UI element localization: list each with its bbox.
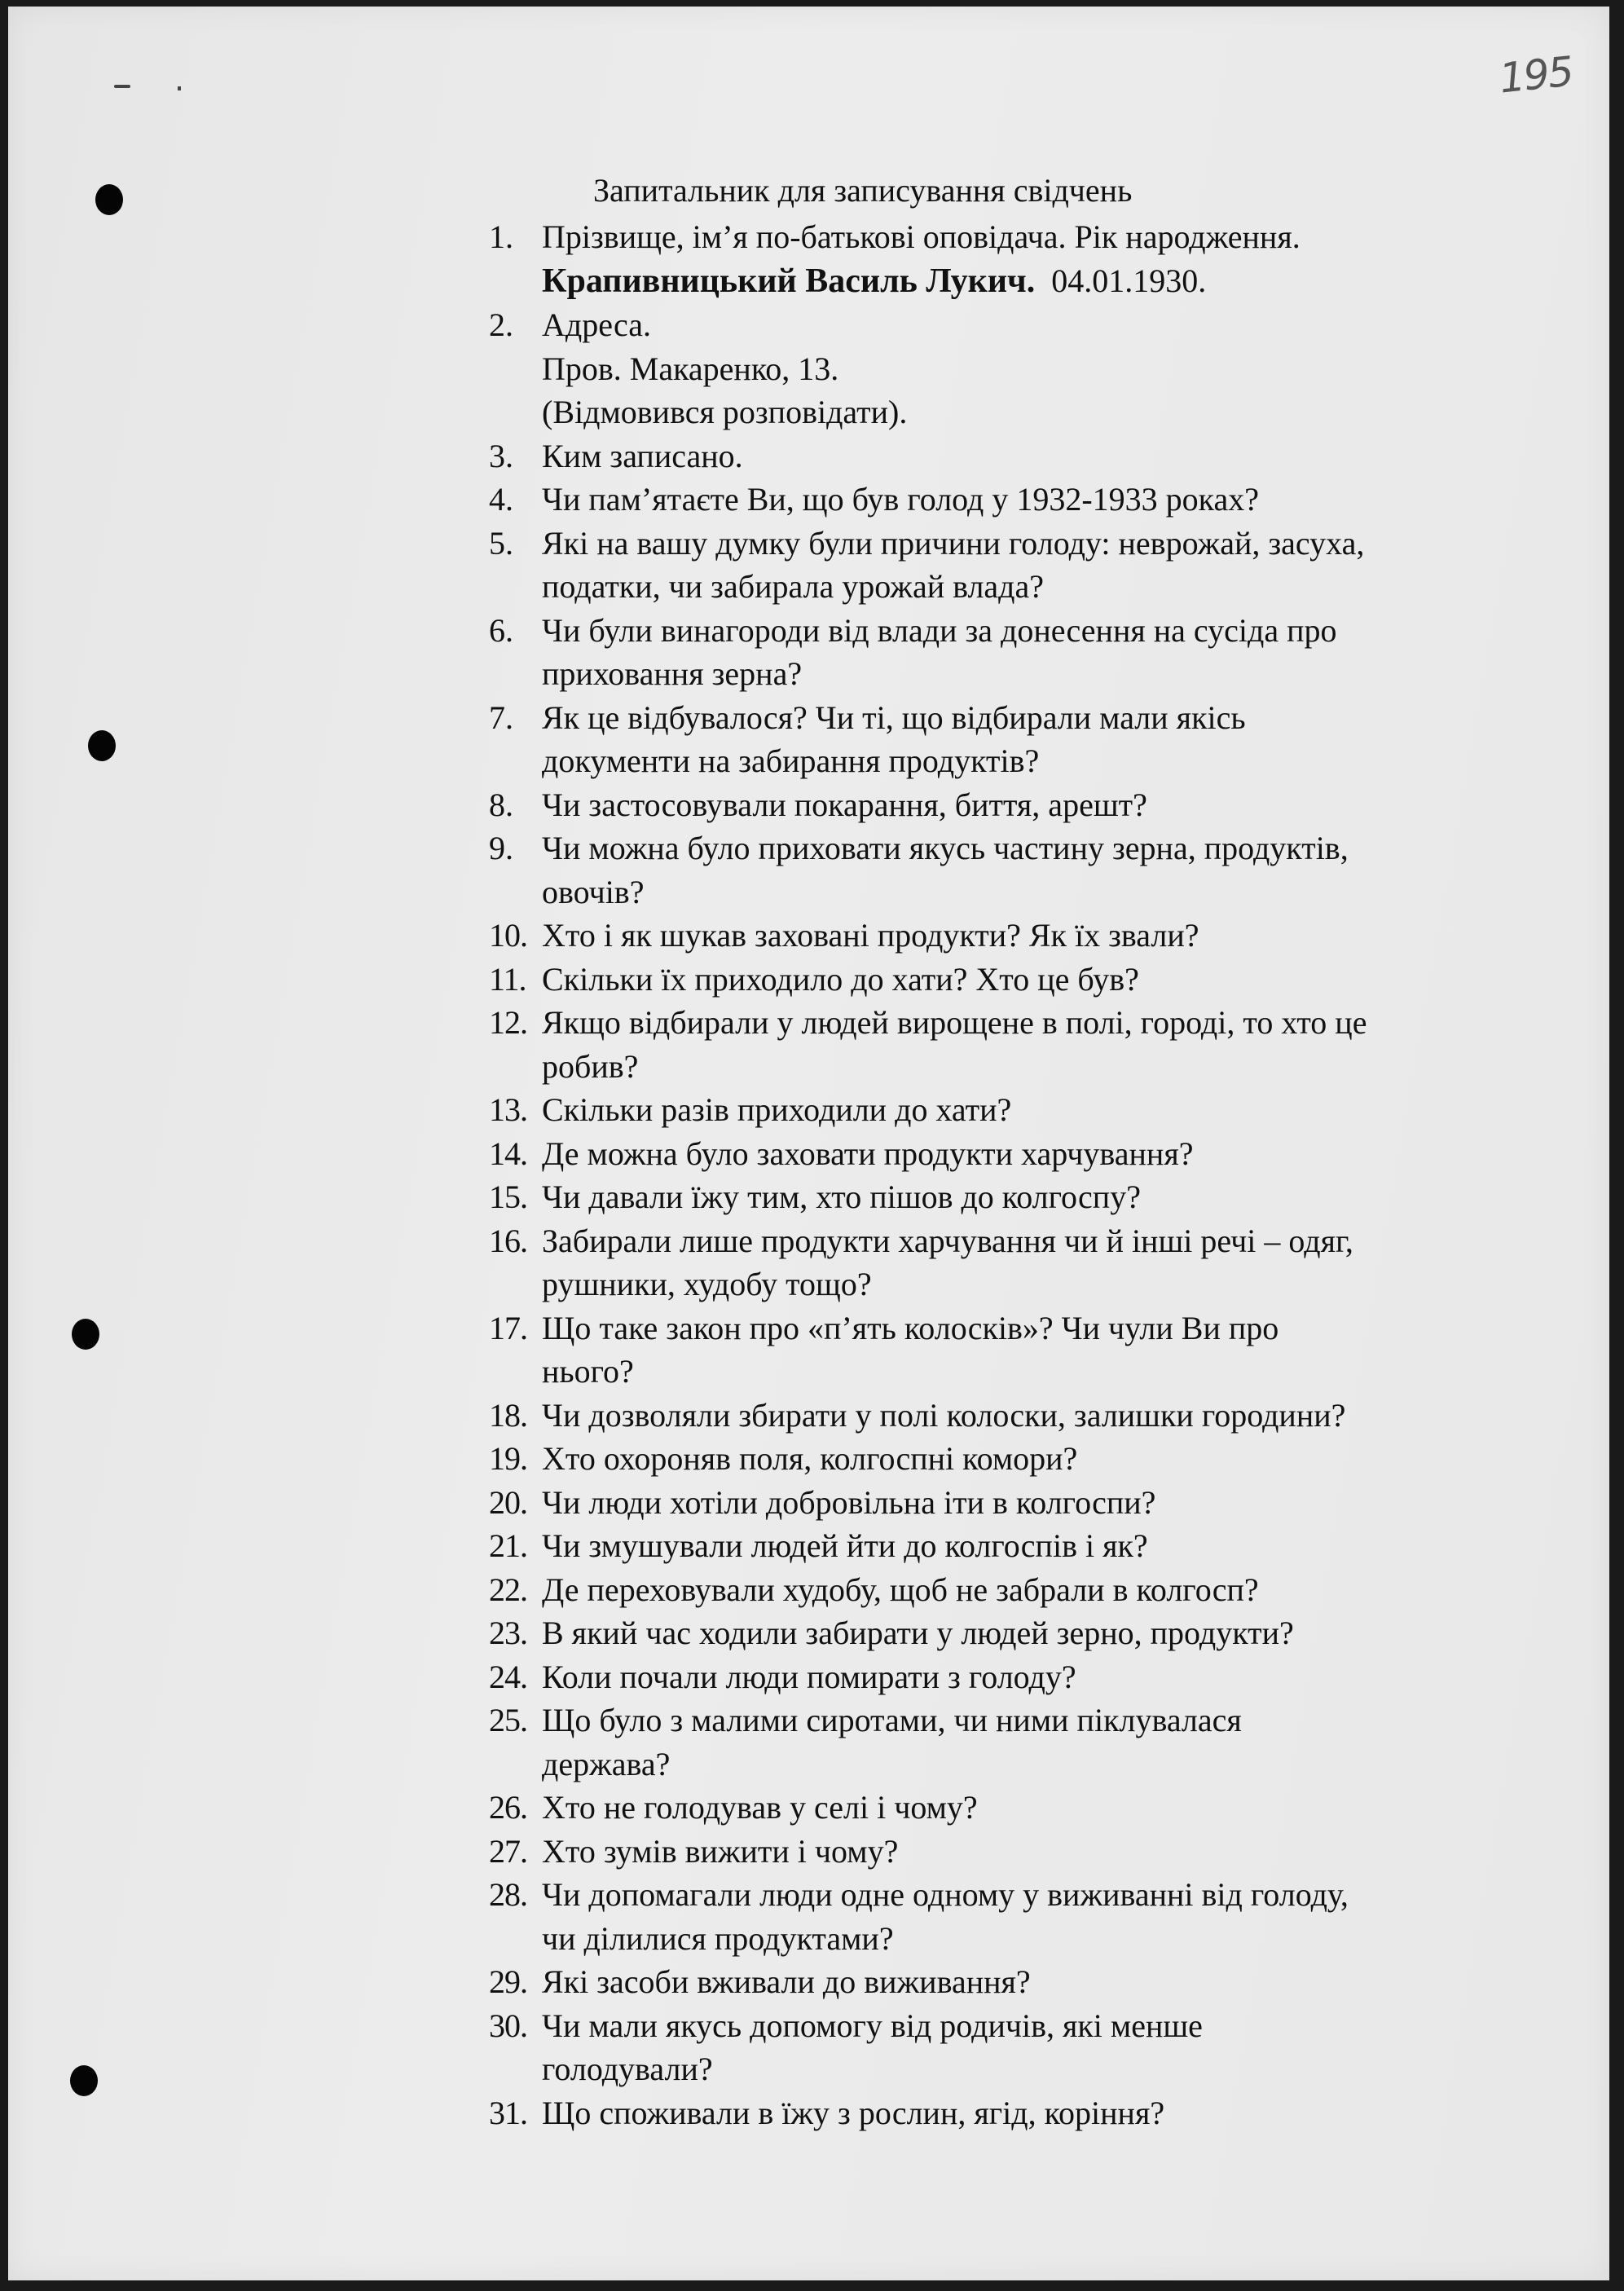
item-number: 17. (489, 1309, 527, 1346)
item-text: Чи застосовували покарання, биття, арешт? (542, 786, 1147, 823)
item-number: 25. (489, 1702, 527, 1738)
item-text: овочів? (542, 873, 645, 910)
item-text: Що таке закон про «п’ять колосків»? Чи чули Ви про (542, 1309, 1279, 1346)
item-text: Що споживали в їжу з рослин, ягід, коріння? (542, 2094, 1165, 2131)
list-item (489, 1830, 1548, 1874)
list-item (489, 478, 1548, 522)
item-text: Ким записано. (542, 437, 743, 474)
punch-hole (72, 1319, 99, 1350)
item-text: Які засоби вживали до виживання? (542, 1963, 1031, 2000)
item-text: податки, чи забирала урожай влада? (542, 568, 1045, 605)
list-item (489, 1088, 1548, 1132)
item-number: 8. (489, 786, 513, 823)
item-text: Чи давали їжу тим, хто пішов до колгоспу? (542, 1179, 1141, 1215)
address-value: Пров. Макаренко, 13. (542, 350, 839, 387)
item-text: Які на вашу думку були причини голоду: неврожай, засуха, (542, 524, 1365, 562)
item-text: робив? (542, 1047, 639, 1085)
list-item (489, 1786, 1548, 1830)
item-number: 29. (489, 1963, 527, 2000)
item-text: Якщо відбирали у людей вирощене в полі, городі, то хто це (542, 1004, 1367, 1041)
item-text: Чи змушували людей йти до колгоспів і як? (542, 1527, 1148, 1564)
item-number: 21. (489, 1527, 527, 1564)
item-text: Чи пам’ятаєте Ви, що був голод у 1932-1933 роках? (542, 481, 1260, 518)
list-item (489, 958, 1548, 1002)
item-text: Прізвище, ім’я по-батькові оповідача. Рік народження. (542, 218, 1301, 255)
list-item (489, 1655, 1548, 1699)
list-item (489, 1306, 1548, 1394)
item-number: 11. (489, 960, 526, 998)
item-text: Чи можна було приховати якусь частину зерна, продуктів, (542, 830, 1349, 866)
punch-hole (95, 184, 123, 215)
item-number: 16. (489, 1222, 527, 1259)
page-number: 195 (1497, 47, 1575, 103)
item-number: 1. (489, 218, 513, 255)
pen-mark (178, 86, 181, 90)
list-item (489, 1219, 1548, 1306)
document-page (8, 7, 1609, 2280)
item-text: Хто охороняв поля, колгоспні комори? (542, 1440, 1078, 1477)
question-list (489, 215, 1548, 2135)
item-number: 30. (489, 2007, 527, 2044)
list-item (489, 609, 1548, 696)
item-text: Як це відбувалося? Чи ті, що відбирали мали якісь (542, 698, 1246, 736)
item-text: чи ділилися продуктами? (542, 1919, 894, 1957)
item-text: Що було з малими сиротами, чи ними піклувалася (542, 1702, 1242, 1738)
item-number: 6. (489, 611, 513, 649)
list-item (489, 1481, 1548, 1525)
item-text: нього? (542, 1353, 634, 1390)
item-text: держава? (542, 1745, 671, 1782)
list-item (489, 1524, 1548, 1568)
list-item (489, 1175, 1548, 1219)
item-number: 3. (489, 437, 513, 474)
item-text: Де можна було заховати продукти харчування? (542, 1134, 1194, 1172)
item-number: 9. (489, 830, 513, 866)
item-text: рушники, худобу тощо? (542, 1266, 872, 1302)
item-number: 15. (489, 1179, 527, 1215)
respondent-line (542, 259, 1548, 304)
item-number: 2. (489, 306, 513, 343)
respondent-name: Крапивницький Василь Лукич. (542, 262, 1036, 300)
item-text: Чи мали якусь допомогу від родичів, які менше (542, 2007, 1203, 2044)
list-item (489, 303, 1548, 434)
item-number: 28. (489, 1876, 527, 1913)
list-item (489, 2091, 1548, 2135)
item-text: Чи допомагали люди одне одному у виживанні від голоду, (542, 1876, 1349, 1913)
item-text: Хто не голодував у селі і чому? (542, 1789, 978, 1826)
item-number: 10. (489, 917, 527, 954)
item-text: Чи люди хотіли добровільна іти в колгоспи? (542, 1483, 1156, 1521)
pen-mark (114, 85, 130, 88)
item-number: 14. (489, 1134, 527, 1172)
list-item (489, 1698, 1548, 1786)
item-number: 7. (489, 698, 513, 736)
punch-hole (70, 2065, 98, 2096)
item-text: документи на забирання продуктів? (542, 742, 1040, 779)
item-text: Хто і як шукав заховані продукти? Як їх звали? (542, 917, 1199, 954)
item-number: 27. (489, 1832, 527, 1870)
item-number: 24. (489, 1658, 527, 1695)
item-text: Чи дозволяли збирати у полі колоски, залишки городини? (542, 1396, 1346, 1434)
list-item (489, 1568, 1548, 1612)
list-item (489, 783, 1548, 827)
list-item (489, 1873, 1548, 1960)
item-number: 5. (489, 524, 513, 562)
list-item (489, 434, 1548, 478)
item-text: голодували? (542, 2051, 713, 2087)
item-text: Хто зумів вижити і чому? (542, 1832, 899, 1870)
item-text: Скільки разів приходили до хати? (542, 1091, 1012, 1128)
list-item (489, 1611, 1548, 1655)
punch-hole (88, 730, 116, 761)
list-item (489, 522, 1548, 609)
item-text: Забирали лише продукти харчування чи й інші речі – одяг, (542, 1222, 1353, 1259)
item-text: В який час ходили забирати у людей зерно, продукти? (542, 1615, 1294, 1651)
list-item (489, 2004, 1548, 2091)
list-item (489, 1437, 1548, 1481)
item-text: Коли почали люди помирати з голоду? (542, 1658, 1076, 1695)
item-text: Скільки їх приходило до хати? Хто це був? (542, 960, 1139, 998)
item-number: 22. (489, 1571, 527, 1608)
list-item (489, 914, 1548, 958)
page-title: Запитальник для записування свідчень (593, 172, 1133, 209)
item-number: 18. (489, 1396, 527, 1434)
list-item (489, 1394, 1548, 1438)
list-item (489, 1001, 1548, 1088)
item-number: 19. (489, 1440, 527, 1477)
item-number: 13. (489, 1091, 527, 1128)
list-item (489, 1132, 1548, 1176)
item-number: 20. (489, 1483, 527, 1521)
item-number: 12. (489, 1004, 527, 1041)
list-item (489, 826, 1548, 914)
item-number: 26. (489, 1789, 527, 1826)
list-item (489, 215, 1548, 303)
list-item (489, 1960, 1548, 2004)
item-text: Де переховували худобу, щоб не забрали в колгосп? (542, 1571, 1259, 1608)
item-text: приховання зерна? (542, 655, 803, 692)
address-note: (Відмовився розповідати). (542, 394, 908, 430)
item-number: 23. (489, 1615, 527, 1651)
birth-date: 04.01.1930. (1051, 262, 1207, 299)
item-number: 4. (489, 481, 513, 518)
item-text: Адреса. (542, 306, 651, 343)
item-number: 31. (489, 2094, 527, 2131)
list-item (489, 696, 1548, 783)
item-text: Чи були винагороди від влади за донесення на сусіда про (542, 611, 1337, 649)
